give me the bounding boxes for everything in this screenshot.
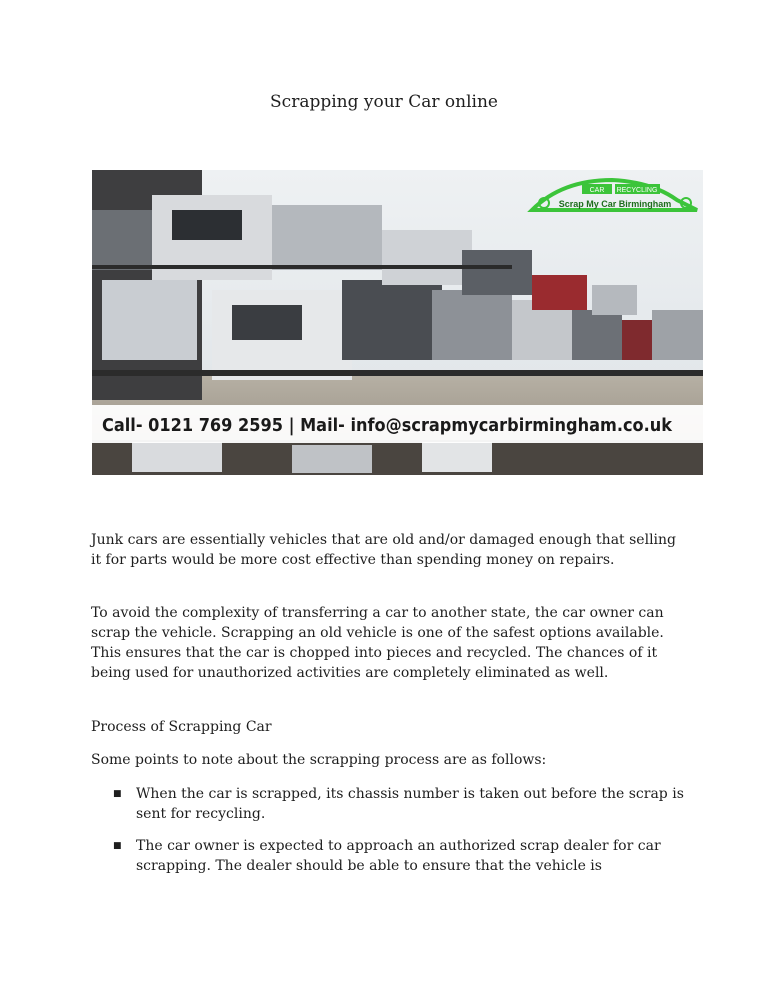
logo-badge-left: CAR [589, 187, 605, 194]
process-list [91, 784, 691, 888]
list-item [91, 836, 691, 876]
section-heading: Process of Scrapping Car [91, 719, 272, 735]
contact-banner-text: Call- 0121 769 2595 | Mail- info@scrapmycarbirmingham.co.uk [102, 415, 673, 436]
logo-brand-text: Scrap My Car Birmingham [558, 199, 672, 209]
paragraph-junk-cars: Junk cars are essentially vehicles that are old and/or damaged enough that selling it for parts would be more cost effective than spending money on repairs. [91, 532, 676, 568]
list-intro: Some points to note about the scrapping process are as follows: [91, 752, 547, 768]
list-item-text: The car owner is expected to approach an authorized scrap dealer for car scrapping. The dealer should be able to ensure that the vehicle is [136, 838, 661, 874]
list-item [91, 784, 691, 824]
bullet-icon: ■ [113, 841, 122, 851]
bullet-icon: ■ [113, 789, 122, 799]
contact-banner [92, 405, 703, 443]
paragraph-scrap-benefits: To avoid the complexity of transferring a car to another state, the car owner can scrap the vehicle. Scrapping an old vehicle is one of the safest options available. This ensures that the car is chopped into pieces and recycled. The chances of it being used for unauthorized activities are completely eliminated as well. [91, 605, 664, 681]
page-title: Scrapping your Car online [270, 92, 498, 112]
logo-badge-right: RECYCLING [616, 187, 658, 194]
list-item-text: When the car is scrapped, its chassis number is taken out before the scrap is sent for recycling. [136, 786, 684, 822]
hero-image [92, 170, 703, 475]
